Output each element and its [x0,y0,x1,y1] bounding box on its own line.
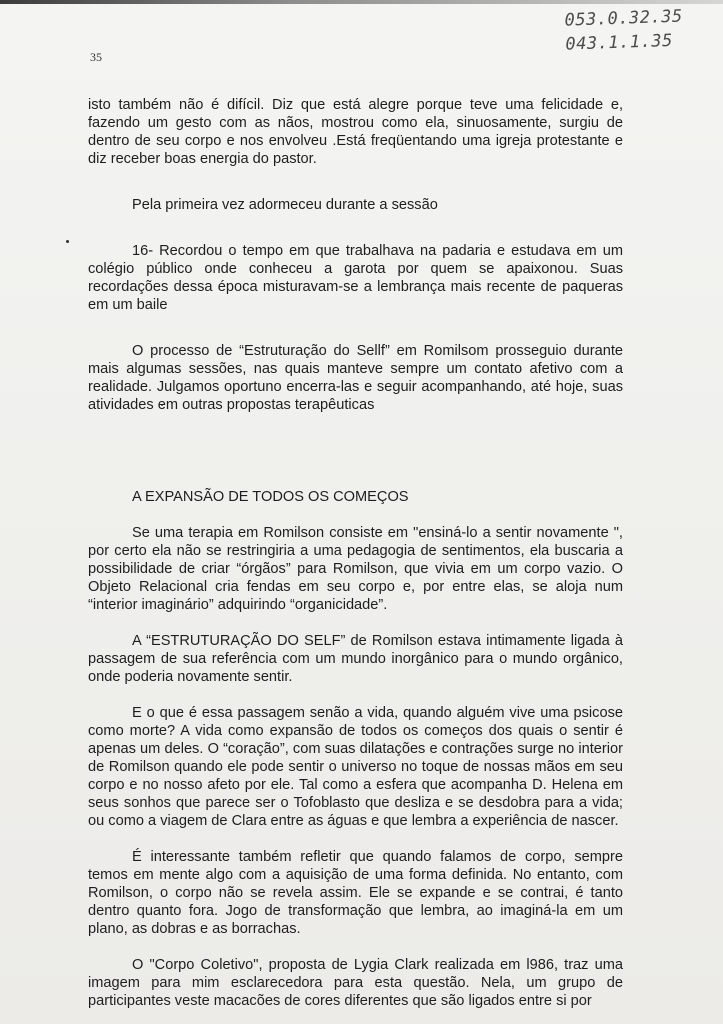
paragraph-1: isto também não é difícil. Diz que está alegre porque teve uma felicidade e, fazendo um gesto com as nãos, mostrou como ela, sinuosamente, surgiu de dentro de seu corpo e nos envolveu .Está freqüentando uma igreja protestante e diz receber boas energia do pastor. [88,97,623,167]
paragraph-6: A “ESTRUTURAÇÃO DO SELF” de Romilson estava intimamente ligada à passagem de sua referência com um mundo inorgânico para o mundo orgânico, onde poderia novamente sentir. [88,633,623,685]
paragraph-9: O "Corpo Coletivo", proposta de Lygia Clark realizada em l986, traz uma imagem para mim esclarecedora para esta questão. Nela, um grupo de participantes veste macacões de cores diferentes que são ligados entre si por [88,957,623,1009]
section-heading: A EXPANSÃO DE TODOS OS COMEÇOS [132,489,409,505]
body-text [88,96,623,1010]
paragraph-4: O processo de “Estruturação do Sellf” em Romilsom prosseguio durante mais algumas sessões, nas quais manteve sempre um contato afetivo com a realidade. Julgamos oportuno encerra-las e seguir acompanhando, até hoje, suas atividades em outras propostas terapêuticas [88,343,623,413]
page-top-edge [0,0,723,4]
archive-code-1: 053.0.32.35 [564,6,683,31]
margin-mark [66,240,69,243]
paragraph-7: E o que é essa passagem senão a vida, quando alguém vive uma psicose como morte? A vida como expansão de todos os começos dos quais o sentir é apenas um deles. O “coração”, com suas dilatações e contrações surge no interior de Romilson quando ele pode sentir o universo no toque de nossas mãos em seu corpo e no nosso afeto por ele. Tal como a esfera que acompanha D. Helena em seus sonhos que parece ser o Tofoblasto que desliza e se desdobra para a vida; ou como a viagem de Clara entre as águas e que lembra a experiência de nascer. [88,705,623,829]
paragraph-5: Se uma terapia em Romilson consiste em "ensiná-lo a sentir novamente ", por certo ela não se restringiria a uma pedagogia de sentimentos, ela buscaria a possibilidade de criar “órgãos” para Romilson, que vivia em um corpo vazio. O Objeto Relacional cria fendas em seu corpo e, por entre elas, se aloja num “interior imaginário” adquirindo “organicidade”. [88,525,623,613]
paragraph-2: Pela primeira vez adormeceu durante a sessão [132,197,438,213]
page-number: 35 [90,50,102,64]
handwritten-archive-codes [564,3,716,56]
archive-code-2: 043.1.1.35 [565,30,674,55]
paragraph-8: É interessante também refletir que quando falamos de corpo, sempre temos em mente algo com a aquisição de uma forma definida. No entanto, com Romilson, o corpo não se revela assim. Ele se expande e se contrai, é tanto dentro quanto fora. Jogo de transformação que lembra, ao imaginá-la em um plano, as dobras e as borrachas. [88,849,623,937]
paragraph-3: 16- Recordou o tempo em que trabalhava na padaria e estudava em um colégio público onde conheceu a garota por quem se apaixonou. Suas recordações dessa época misturavam-se a lembrança mais recente de paqueras em um baile [88,243,623,313]
